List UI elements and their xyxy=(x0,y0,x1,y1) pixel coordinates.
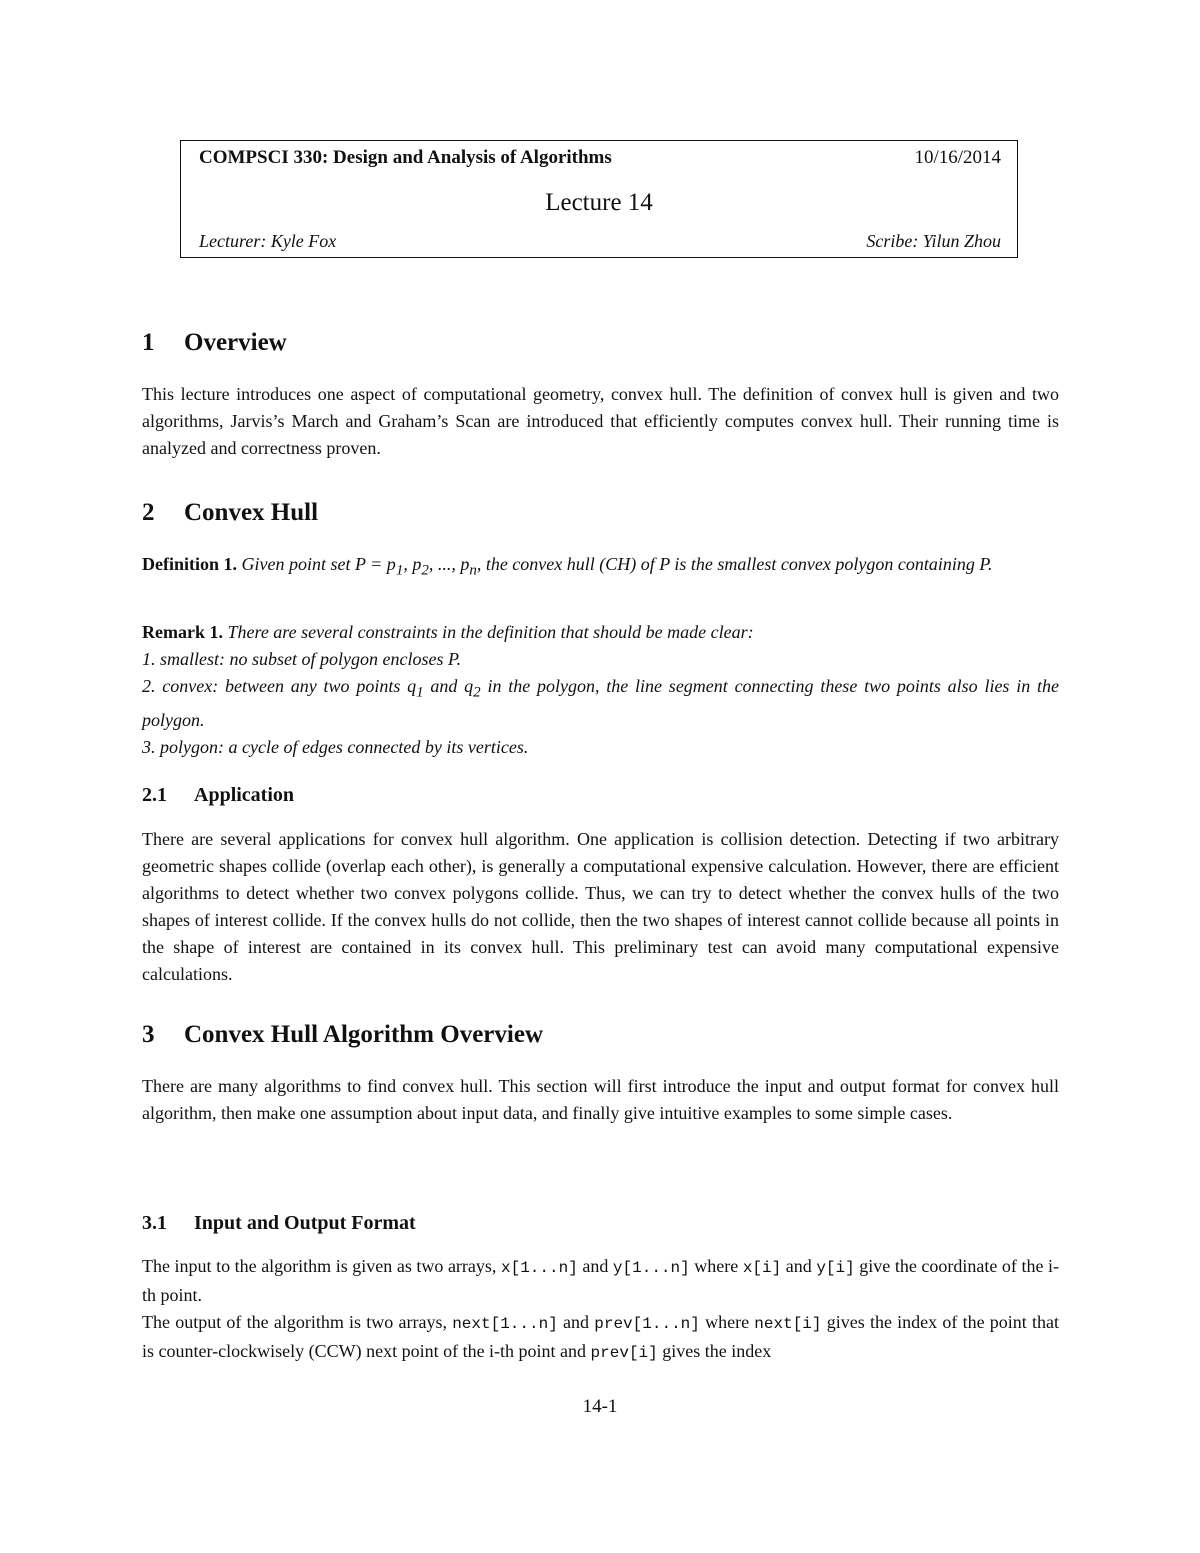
text: The input to the algorithm is given as two arrays, xyxy=(142,1256,501,1276)
text: The output of the algorithm is two arrays, xyxy=(142,1312,453,1332)
remark-label: Remark 1. xyxy=(142,622,223,642)
course-title: COMPSCI 330: Design and Analysis of Algorithms xyxy=(199,147,612,168)
section-2-heading xyxy=(142,499,318,527)
section-2-1-heading xyxy=(142,784,294,807)
lecture-date: 10/16/2014 xyxy=(914,147,1001,168)
remark-item-1: 1. smallest: no subset of polygon encloses P. xyxy=(142,649,462,669)
subscript: n xyxy=(469,562,477,579)
algorithm-overview-paragraph: There are many algorithms to find convex hull. This section will first introduce the input and output format for convex hull algorithm, then make one assumption about input data, and finally give intuitive examples to some simple cases. xyxy=(142,1076,1059,1123)
text: gives the index xyxy=(657,1341,772,1361)
section-number: 2.1 xyxy=(142,784,167,806)
code-next-i: next[i] xyxy=(754,1315,822,1333)
definition-1 xyxy=(142,551,1059,585)
section-number: 3.1 xyxy=(142,1212,167,1234)
output-description xyxy=(142,1309,1059,1367)
text: and xyxy=(557,1312,595,1332)
input-output-paragraph xyxy=(142,1253,1059,1367)
subscript: 2 xyxy=(421,562,429,579)
remark-text: There are several constraints in the definition that should be made clear: xyxy=(227,622,754,642)
text: and xyxy=(577,1256,613,1276)
text: and xyxy=(781,1256,817,1276)
code-y-i: y[i] xyxy=(816,1259,855,1277)
remark-item-3: 3. polygon: a cycle of edges connected by its vertices. xyxy=(142,736,529,757)
text: give the coordinate of the i-th point. xyxy=(142,1256,1059,1305)
definition-text: , ..., p xyxy=(428,554,470,574)
text: where xyxy=(689,1256,743,1276)
section-number: 3 xyxy=(142,1021,155,1048)
definition-label: Definition 1. xyxy=(142,554,238,574)
section-number: 2 xyxy=(142,499,155,526)
remark-item-2 xyxy=(142,673,1059,734)
page-number: 14-1 xyxy=(582,1396,618,1417)
scribe-name: Scribe: Yilun Zhou xyxy=(866,231,1001,251)
remark-1 xyxy=(142,619,1059,761)
definition-text: Given point set P = p xyxy=(241,554,396,574)
code-prev-array: prev[1...n] xyxy=(594,1315,700,1333)
text: where xyxy=(699,1312,755,1332)
code-y-array: y[1...n] xyxy=(612,1259,690,1277)
application-paragraph: There are several applications for convex hull algorithm. One application is collision detection. Detecting if two arbitrary geometric shapes collide (overlap each other), is generally a computational expensive calculation. However, there are efficient algorithms to detect whether two convex polygons collide. Thus, we can try to detect whether the convex hulls of the two shapes of interest collide. If the convex hulls do not collide, then the two shapes of interest cannot collide because all points in the shape of interest are contained in its convex hull. This preliminary test can avoid many computational expensive calculations. xyxy=(142,829,1059,984)
remark-intro xyxy=(142,619,1059,646)
lecture-number: Lecture 14 xyxy=(545,189,653,216)
lecturer-name: Lecturer: Kyle Fox xyxy=(199,231,337,251)
input-description xyxy=(142,1253,1059,1309)
code-prev-i: prev[i] xyxy=(590,1344,658,1362)
subscript: 1 xyxy=(395,562,404,579)
section-title: Convex Hull xyxy=(184,499,319,526)
section-3-1-heading xyxy=(142,1212,416,1235)
code-next-array: next[1...n] xyxy=(452,1315,558,1333)
code-x-array: x[1...n] xyxy=(500,1259,578,1277)
section-1-heading xyxy=(142,329,287,357)
overview-paragraph: This lecture introduces one aspect of computational geometry, convex hull. The definition of convex hull is given and two algorithms, Jarvis’s March and Graham’s Scan are introduced that efficiently computes convex hull. Their running time is analyzed and correctness proven. xyxy=(142,384,1059,458)
subscript: 1 xyxy=(416,684,424,701)
code-x-i: x[i] xyxy=(742,1259,782,1277)
section-3-heading xyxy=(142,1021,543,1049)
subscript: 2 xyxy=(473,684,481,701)
remark-text: and q xyxy=(423,676,474,696)
section-title: Convex Hull Algorithm Overview xyxy=(184,1021,543,1048)
definition-text: , p xyxy=(403,554,422,574)
text: gives the index of the point that is counter-clockwisely (CCW) next point of the i-th point and xyxy=(142,1312,1059,1361)
section-title: Input and Output Format xyxy=(194,1212,416,1234)
definition-text: , the convex hull (CH) of P is the smallest convex polygon containing P. xyxy=(476,554,993,574)
lecture-header-box xyxy=(180,140,1018,258)
remark-text: in the polygon, the line segment connecting these two points also lies in the polygon. xyxy=(142,676,1059,730)
section-number: 1 xyxy=(142,329,155,356)
remark-text: 2. convex: between any two points q xyxy=(142,676,417,696)
section-title: Overview xyxy=(184,329,287,356)
section-title: Application xyxy=(194,784,295,806)
